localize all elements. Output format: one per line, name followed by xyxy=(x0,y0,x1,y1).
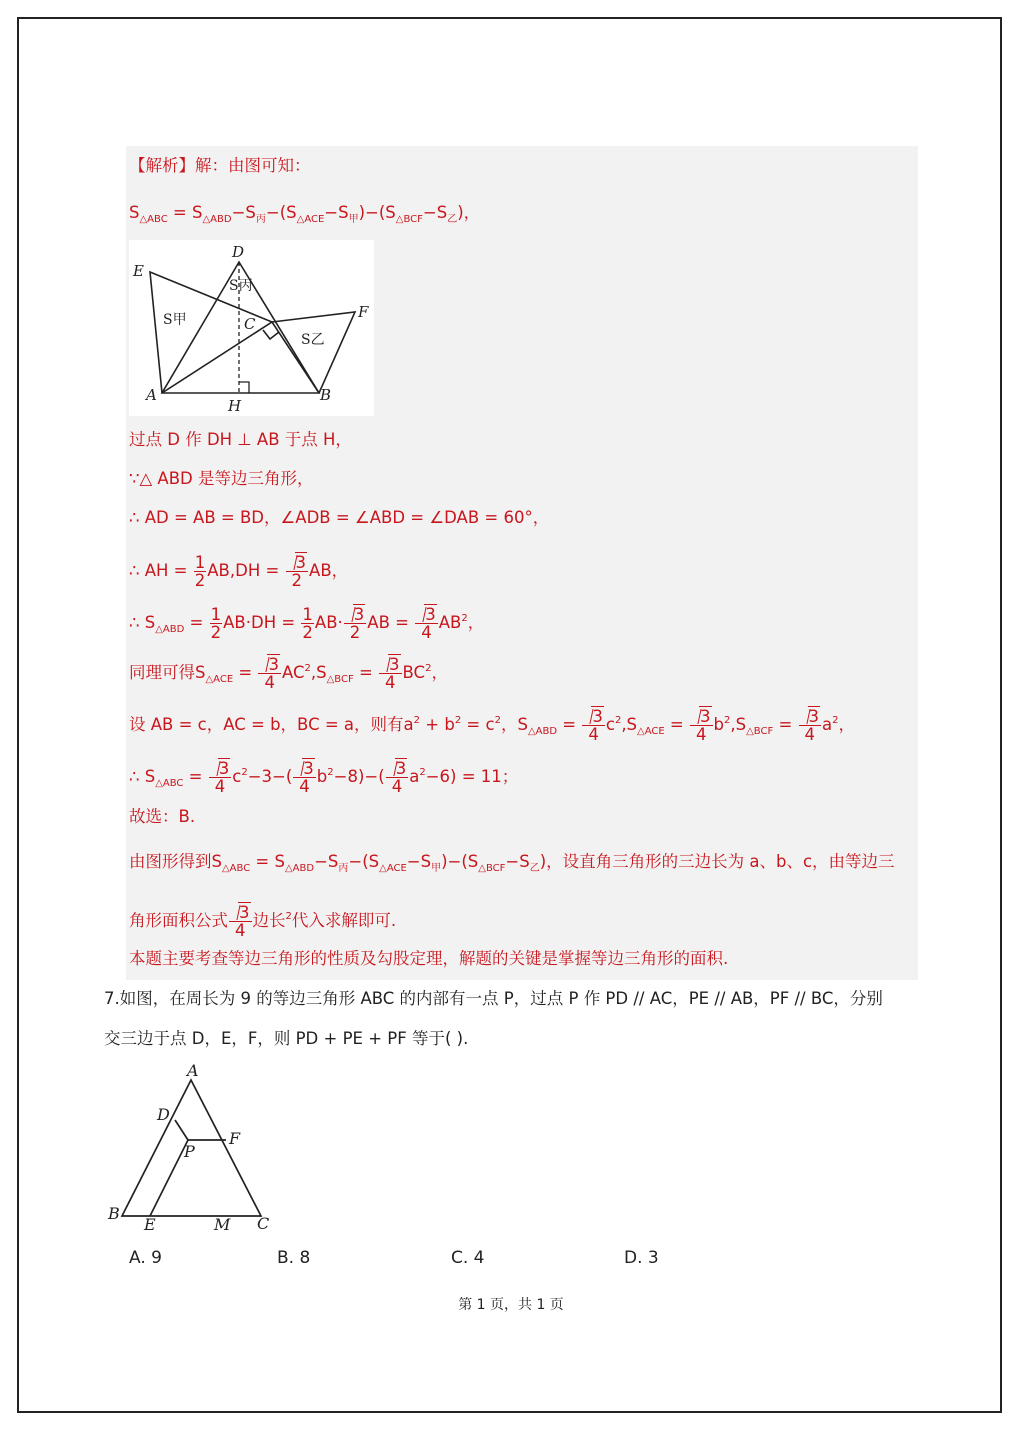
fig1-s-yi: S乙 xyxy=(301,332,325,348)
fig1-label-c: C xyxy=(244,315,256,333)
area-decomposition: $S_{\triangle ABC} = S_{\triangle ABD}-S_丙-(S_{\triangle ACE}-S_甲)-(S_{\triangle BCF}-S_乙)$， xyxy=(129,203,481,225)
question-line-1: 7.如图，在周长为 9 的等边三角形 ABC 的内部有一点 P，过点 P 作 PD // AC，PE // AB，PF // BC，分别 xyxy=(104,989,883,1008)
fig2-label-e: E xyxy=(144,1215,156,1234)
line-result: ∴ $S_{\triangle ABC}$ = $\frac{3}{4}$ $c^2-3-$( $\frac{3}{4}$ $b^2-8)-$( $\frac{3}{4}$ $a^2-6) = 11$； xyxy=(129,759,519,796)
figure-equilateral xyxy=(104,1060,280,1235)
line-set-abc: 设 AB = c，AC = b，BC = a，则有$a^2 + b^2 = c^2$，$S_{\triangle ABD}$ = $\frac{3}{4}$ $c^2,S_{\triangle ACE}$ = $\frac{3}{4}$ $b^2,S_{\triangle BCF}$ = $\frac{3}{4}$ $a^2$， xyxy=(129,707,856,744)
summary-line-2: 角形面积公式 $\frac{3}{4}$ 边长$^2$代入求解即可. xyxy=(129,903,397,940)
fig2-label-c: C xyxy=(257,1214,270,1233)
line-dh: 过点 D 作 DH ⊥ AB 于点 H， xyxy=(129,430,352,449)
fig2-label-m: M xyxy=(214,1215,231,1234)
page-footer: 第 1 页，共 1 页 xyxy=(458,1297,564,1313)
line-s-abd: ∴ $S_{\triangle ABD}$ = $\frac{1}{2}$ AB·DH = $\frac{1}{2}$ AB· $\frac{3}{2}$ AB = $\frac{3}{4}$ $AB^2$， xyxy=(129,605,485,642)
fig2-label-d: D xyxy=(157,1105,170,1124)
fig1-label-b: B xyxy=(320,386,332,404)
line-similar: 同理可得$S_{\triangle ACE}$ = $\frac{3}{4}$ $AC^2,S_{\triangle BCF}$ = $\frac{3}{4}$ $BC^2$， xyxy=(129,655,448,692)
fig2-label-p: P xyxy=(184,1142,195,1161)
line-equal-sides: ∴ AD = AB = BD，∠ADB = ∠ABD = ∠DAB = 60°， xyxy=(129,508,550,527)
choice-c[interactable]: C. 4 xyxy=(451,1248,485,1268)
fig2-label-a: A xyxy=(187,1061,199,1080)
choice-a[interactable]: A. 9 xyxy=(129,1248,162,1268)
fig1-label-a: A xyxy=(146,386,157,404)
figure-triangles xyxy=(129,240,374,416)
line-ah-dh: ∴ AH = $\frac{1}{2}$ AB,DH = $\frac{3}{2}$ AB， xyxy=(129,553,349,590)
fig1-label-f: F xyxy=(358,303,369,321)
fig2-label-b: B xyxy=(108,1204,120,1223)
fig2-label-f: F xyxy=(229,1129,241,1148)
summary-line-1: 由图形得到$S_{\triangle ABC} = S_{\triangle ABD}-S_丙-(S_{\triangle ACE}-S_甲)-(S_{\triangle BCF}-S_乙)$，设直角三角形的三边长为 a、b、c，由等边三 xyxy=(129,852,895,874)
question-line-2: 交三边于点 D，E，F，则 PD + PE + PF 等于( ). xyxy=(104,1029,469,1048)
analysis-heading: 【解析】解：由图可知： xyxy=(129,156,311,175)
choice-d[interactable]: D. 3 xyxy=(624,1248,659,1268)
fig1-s-bing: S丙 xyxy=(229,278,253,294)
fig1-label-d: D xyxy=(232,243,245,261)
remark: 本题主要考查等边三角形的性质及勾股定理，解题的关键是掌握等边三角形的面积. xyxy=(129,949,729,968)
fig1-s-jia: S甲 xyxy=(163,312,187,328)
line-choose: 故选：B. xyxy=(129,807,196,826)
fig1-label-e: E xyxy=(133,262,144,280)
choice-b[interactable]: B. 8 xyxy=(277,1248,311,1268)
line-equilateral: ∵△ ABD 是等边三角形， xyxy=(129,469,314,488)
fig1-label-h: H xyxy=(228,397,242,415)
